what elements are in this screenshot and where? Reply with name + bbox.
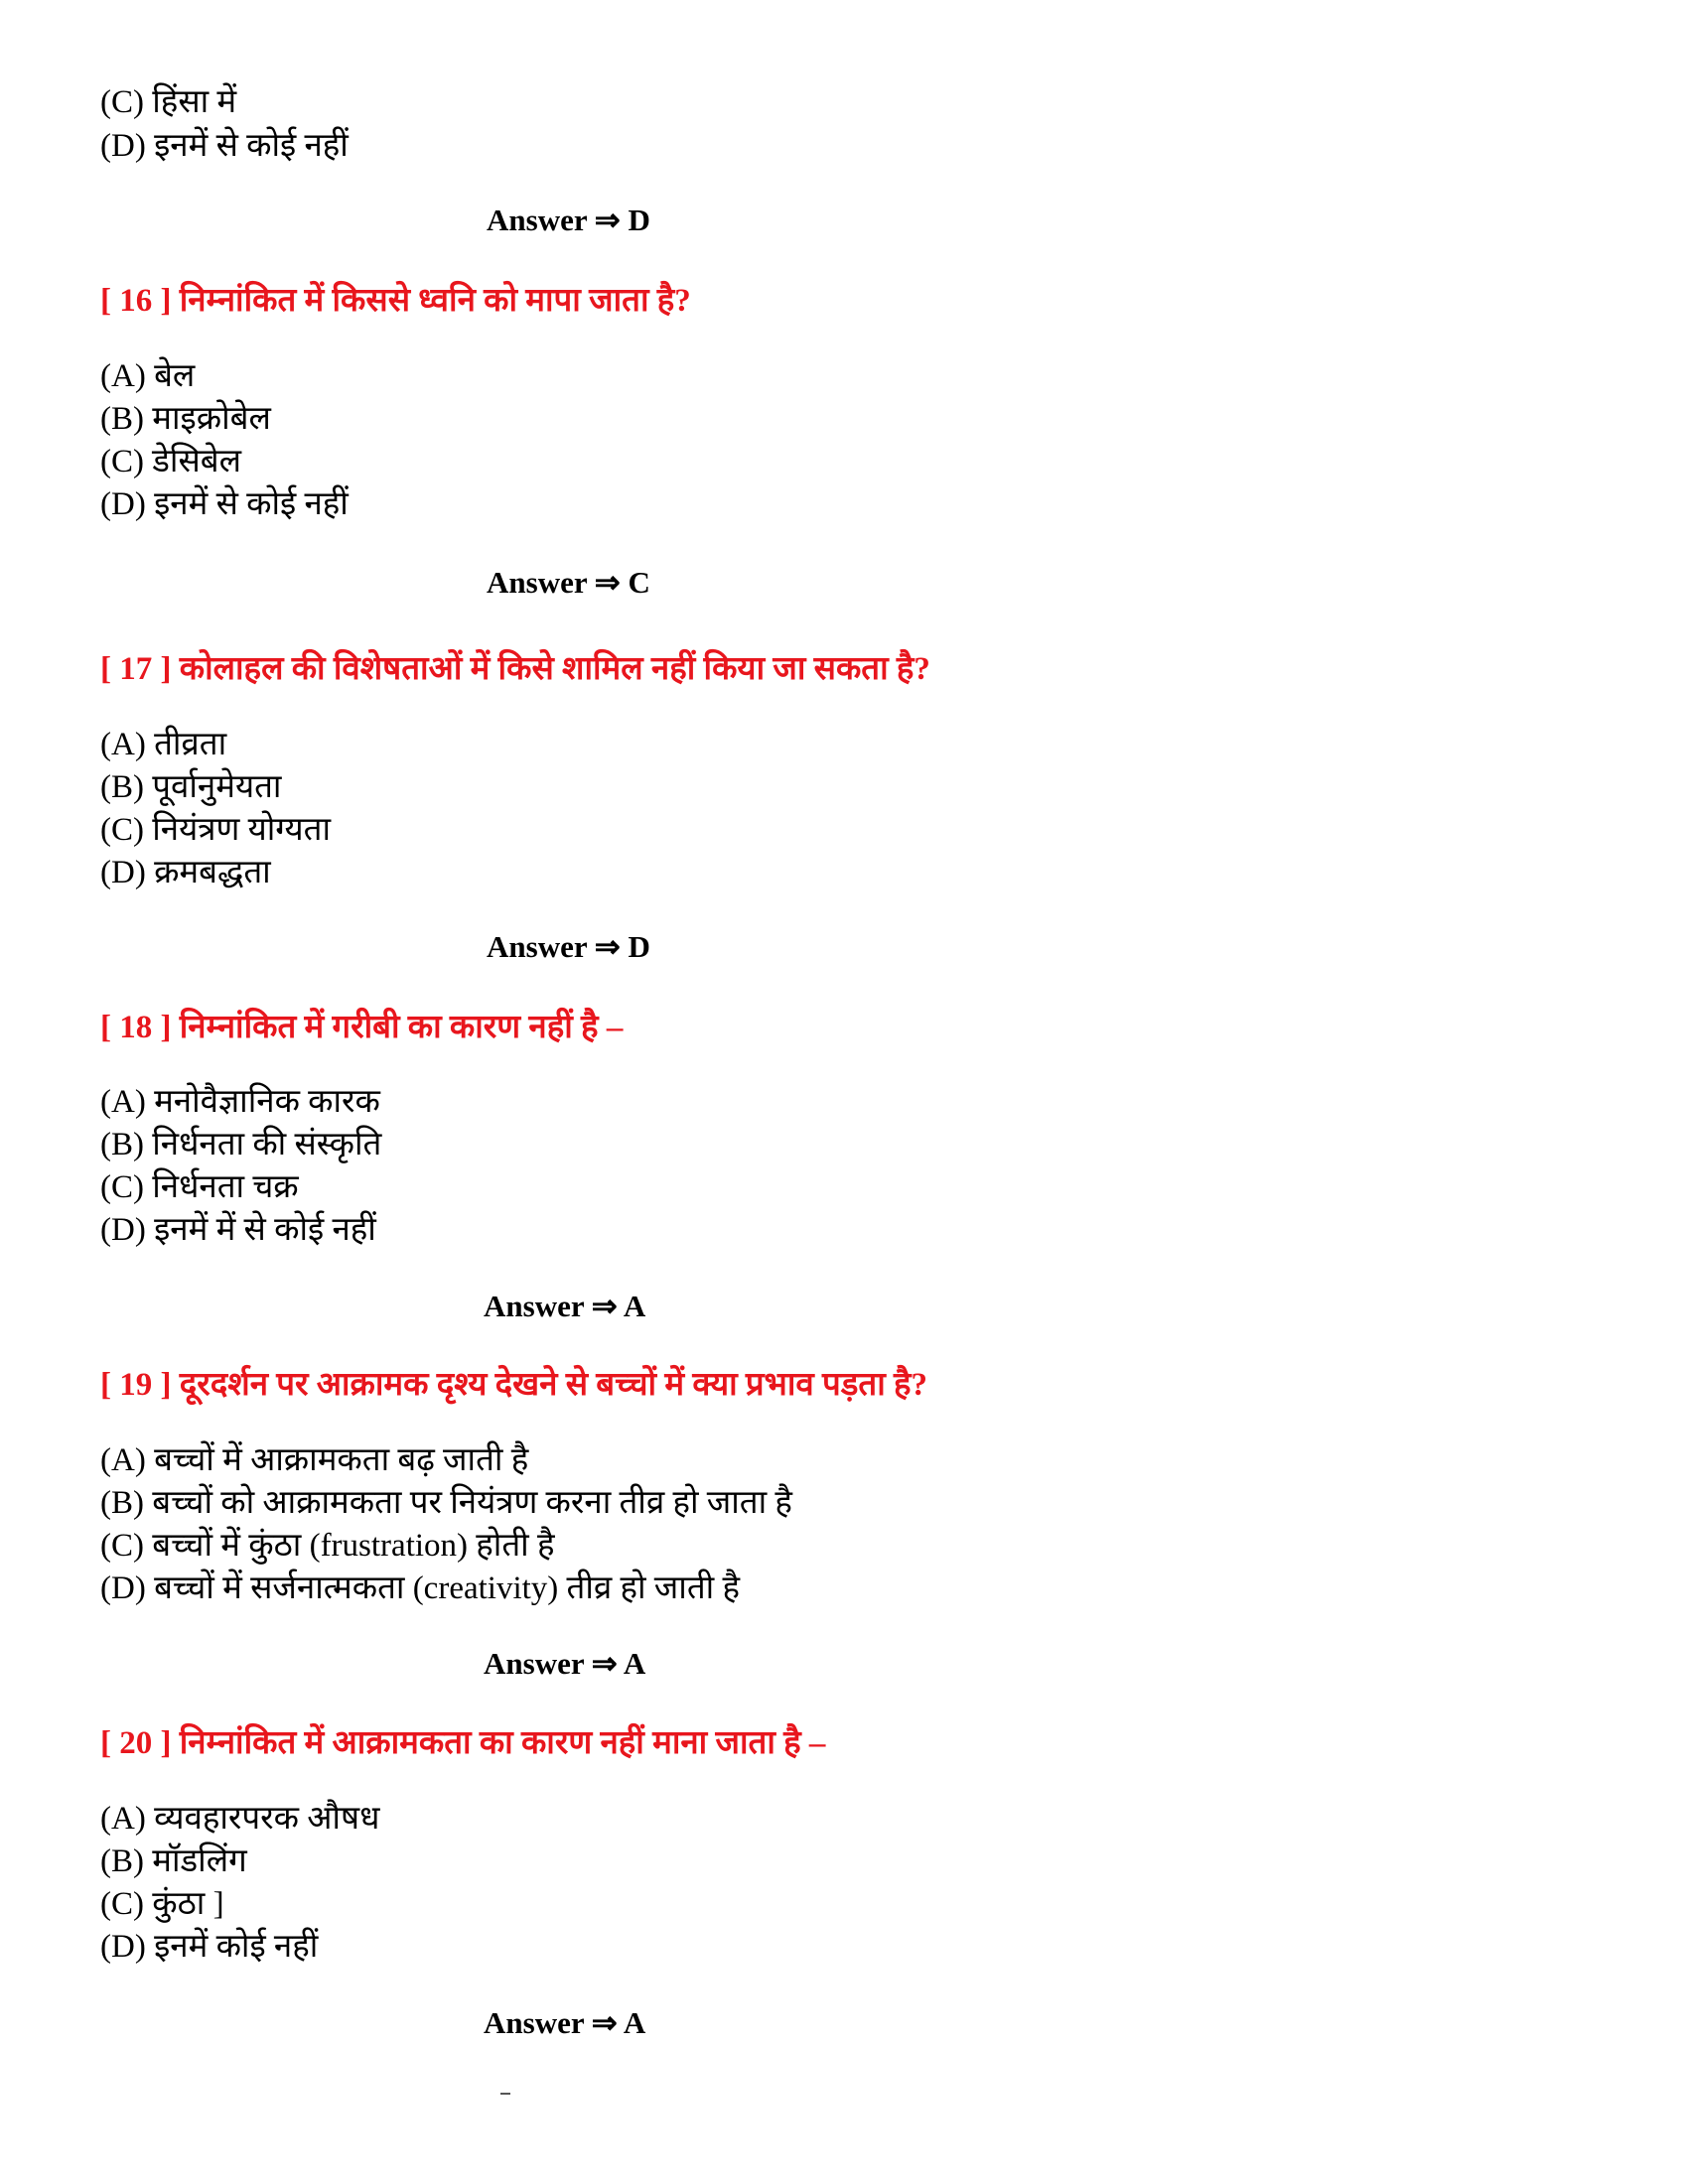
option-a: (A) व्यवहारपरक औषध bbox=[100, 1801, 380, 1837]
option-d: (D) इनमें कोई नहीं bbox=[100, 1929, 319, 1965]
option-c: (C) हिंसा में bbox=[100, 84, 237, 120]
option-c: (C) नियंत्रण योग्यता bbox=[100, 812, 332, 848]
option-a: (A) तीव्रता bbox=[100, 727, 227, 762]
answer-line: Answer ⇒ A bbox=[484, 1289, 646, 1323]
option-b: (B) मॉडलिंग bbox=[100, 1843, 247, 1879]
question-heading: [ 20 ] निम्नांकित में आक्रामकता का कारण नहीं माना जाता है – bbox=[100, 1725, 826, 1761]
option-d: (D) इनमें से कोई नहीं bbox=[100, 486, 349, 522]
footer-mark bbox=[500, 2093, 510, 2095]
answer-line: Answer ⇒ D bbox=[487, 929, 650, 964]
option-a: (A) बच्चों में आक्रामकता बढ़ जाती है bbox=[100, 1442, 529, 1478]
question-heading: [ 18 ] निम्नांकित में गरीबी का कारण नहीं है – bbox=[100, 1010, 624, 1045]
option-d: (D) बच्चों में सर्जनात्मकता (creativity) तीव्र हो जाती है bbox=[100, 1570, 740, 1606]
option-a: (A) मनोवैज्ञानिक कारक bbox=[100, 1084, 380, 1120]
option-a: (A) बेल bbox=[100, 358, 196, 394]
question-heading: [ 16 ] निम्नांकित में किससे ध्वनि को मापा जाता है? bbox=[100, 283, 691, 319]
option-c: (C) बच्चों में कुंठा (frustration) होती है bbox=[100, 1528, 555, 1564]
answer-line: Answer ⇒ C bbox=[487, 565, 650, 600]
option-d: (D) इनमें से कोई नहीं bbox=[100, 128, 349, 164]
option-b: (B) माइक्रोबेल bbox=[100, 401, 271, 437]
option-c: (C) निर्धनता चक्र bbox=[100, 1169, 299, 1205]
option-d: (D) क्रमबद्धता bbox=[100, 855, 271, 890]
answer-line: Answer ⇒ A bbox=[484, 2005, 646, 2040]
answer-line: Answer ⇒ A bbox=[484, 1646, 646, 1681]
question-heading: [ 17 ] कोलाहल की विशेषताओं में किसे शामिल नहीं किया जा सकता है? bbox=[100, 651, 930, 687]
answer-line: Answer ⇒ D bbox=[487, 203, 650, 237]
option-d: (D) इनमें में से कोई नहीं bbox=[100, 1212, 376, 1248]
option-c: (C) डेसिबेल bbox=[100, 444, 241, 479]
option-c: (C) कुंठा ] bbox=[100, 1886, 224, 1922]
option-b: (B) पूर्वानुमेयता bbox=[100, 769, 282, 805]
option-b: (B) निर्धनता की संस्कृति bbox=[100, 1127, 382, 1162]
option-b: (B) बच्चों को आक्रामकता पर नियंत्रण करना तीव्र हो जाता है bbox=[100, 1485, 792, 1521]
question-heading: [ 19 ] दूरदर्शन पर आक्रामक दृश्य देखने से बच्चों में क्या प्रभाव पड़ता है? bbox=[100, 1367, 928, 1403]
